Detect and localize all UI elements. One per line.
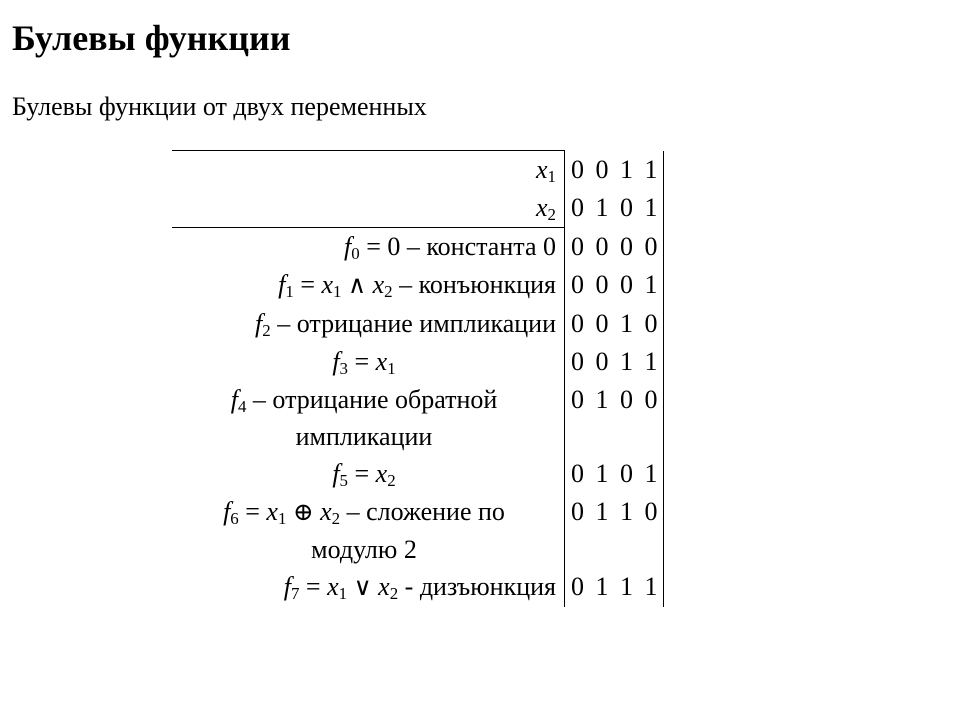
bit-cell: 1: [620, 572, 633, 601]
bit-cell: 1: [639, 266, 664, 305]
table-row: [172, 455, 664, 493]
bit-cell: 1: [639, 455, 664, 493]
slide-subtitle: Булевы функции от двух переменных: [12, 92, 427, 121]
function-f4: $f_4$ – отрицание обратной импликации: [230, 385, 498, 451]
var-label-x1: $x_1$: [172, 151, 565, 190]
bit-cell: 0: [620, 193, 633, 222]
bit-cell: 1: [595, 497, 609, 526]
truth-table: [172, 150, 664, 607]
bit-cell: 1: [639, 343, 664, 381]
bit-cell: 1: [595, 572, 609, 601]
table-row: [172, 493, 664, 568]
function-f1: $f_1 = x_1$ ∧ $x_2$ – конъюнкция: [278, 270, 556, 302]
table-row: [172, 381, 664, 455]
function-f2: $f_2$ – отрицание импликации: [255, 309, 556, 341]
bit-cell: 0: [565, 189, 591, 228]
bit-cell: 0: [639, 228, 664, 267]
table-row: [172, 228, 664, 267]
bit-cell: 1: [595, 459, 609, 488]
bit-cell: 0: [595, 231, 609, 261]
bit-cell: 0: [565, 228, 591, 267]
var-label-x2: $x_2$: [172, 189, 565, 228]
bit-cell: 0: [565, 381, 591, 455]
bit-cell: 1: [620, 347, 633, 376]
bit-cell: 1: [595, 193, 609, 222]
bit-cell: 0: [565, 455, 591, 493]
and-operator-icon: ∧: [347, 272, 367, 299]
bit-cell: 0: [620, 385, 633, 414]
function-f5: $f_5 = x_2$: [332, 459, 396, 491]
bit-cell: 0: [639, 381, 664, 455]
bit-cell: 0: [565, 493, 591, 568]
function-f7: $f_7 = x_1$ ∨ $x_2$ - дизъюнкция: [283, 572, 556, 604]
xor-operator-icon: ⊕: [292, 499, 314, 526]
bit-cell: 1: [620, 154, 633, 184]
table-row: [172, 568, 664, 607]
table-row: [172, 343, 664, 381]
table-row: [172, 305, 664, 343]
function-f3: $f_3 = x_1$: [332, 347, 396, 379]
bit-cell: 0: [565, 151, 591, 190]
bit-cell: 0: [639, 493, 664, 568]
bit-cell: 1: [595, 385, 609, 414]
bit-cell: 1: [639, 189, 664, 228]
bit-cell: 0: [595, 270, 609, 299]
bit-cell: 0: [595, 154, 609, 184]
or-operator-icon: ∨: [353, 574, 372, 601]
bit-cell: 0: [565, 266, 591, 305]
bit-cell: 0: [595, 347, 609, 376]
bit-cell: 1: [639, 151, 664, 190]
table-row: [172, 266, 664, 305]
bit-cell: 0: [620, 459, 633, 488]
bit-cell: 0: [639, 305, 664, 343]
bit-cell: 1: [639, 568, 664, 607]
slide-title: Булевы функции: [12, 18, 291, 58]
bit-cell: 1: [620, 497, 633, 526]
header-row-x1: [172, 151, 664, 190]
bit-cell: 0: [620, 231, 633, 261]
bit-cell: 0: [595, 309, 609, 338]
bit-cell: 0: [565, 343, 591, 381]
bit-cell: 0: [565, 305, 591, 343]
header-row-x2: [172, 189, 664, 228]
function-f6: $f_6 = x_1$ ⊕ $x_2$ – сложение по модулю 2: [223, 497, 505, 564]
bit-cell: 1: [620, 309, 633, 338]
function-f0: $f_0 = 0$ – константа 0: [344, 232, 556, 264]
bit-cell: 0: [620, 270, 633, 299]
bit-cell: 0: [565, 568, 591, 607]
